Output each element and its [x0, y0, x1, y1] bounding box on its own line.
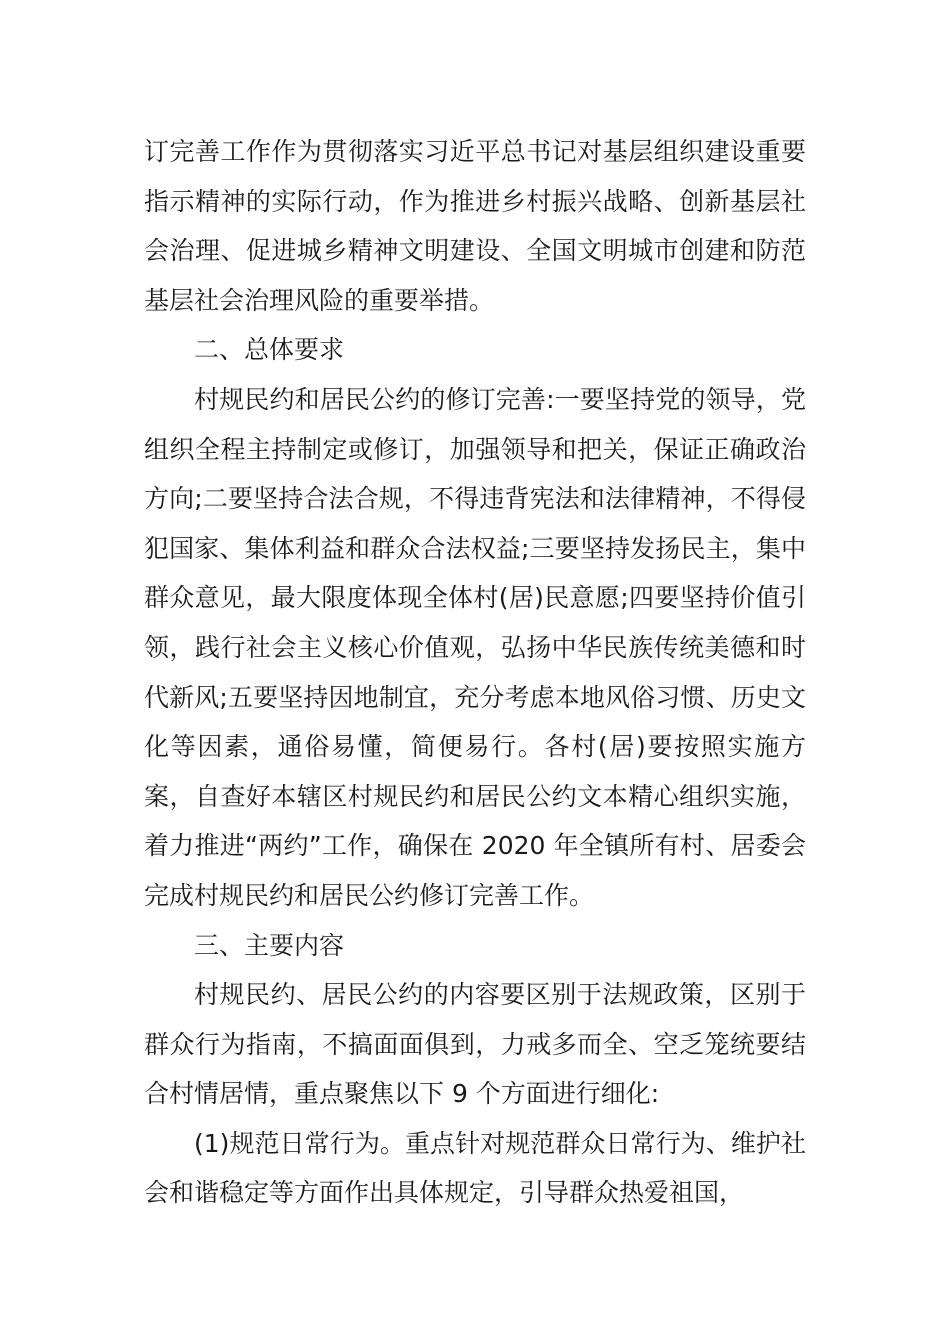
- paragraph-intro-continued: 订完善工作作为贯彻落实习近平总书记对基层组织建设重要指示精神的实际行动，作为推进乡村振兴战略、创新基层社会治理、促进城乡精神文明建设、全国文明城市创建和防范基层社会治理风险的重要举措。: [144, 137, 806, 315]
- paragraph-main-content: 村规民约、居民公约的内容要区别于法规政策，区别于群众行为指南，不搞面面俱到，力戒多而全、空乏笼统要结合村情居情，重点聚焦以下 9 个方面进行细化:: [144, 980, 806, 1109]
- section-heading-main-content: 三、主要内容: [194, 930, 345, 960]
- paragraph-general-requirements: 村规民约和居民公约的修订完善:一要坚持党的领导，党组织全程主持制定或修订，加强领导和把关，保证正确政治方向;二要坚持合法合规，不得违背宪法和法律精神，不得侵犯国家、集体利益和群众合法权益;三要坚持发扬民主，集中群众意见，最大限度体现全体村(居)民意愿;四要坚持价值引领，践行社会主义核心价值观，弘扬中华民族传统美德和时代新风;五要坚持因地制宜，充分考虑本地风俗习惯、历史文化等因素，通俗易懂，简便易行。各村(居)要按照实施方案，自查好本辖区村规民约和居民公约文本精心组织实施，着力推进“两约”工作，确保在 2020 年全镇所有村、居委会完成村规民约和居民公约修订完善工作。: [144, 384, 806, 910]
- paragraph-item-1: (1)规范日常行为。重点针对规范群众日常行为、维护社会和谐稳定等方面作出具体规定，引导群众热爱祖国，: [144, 1128, 806, 1208]
- document-body: [144, 127, 806, 1218]
- section-heading-general-requirements: 二、总体要求: [194, 335, 345, 365]
